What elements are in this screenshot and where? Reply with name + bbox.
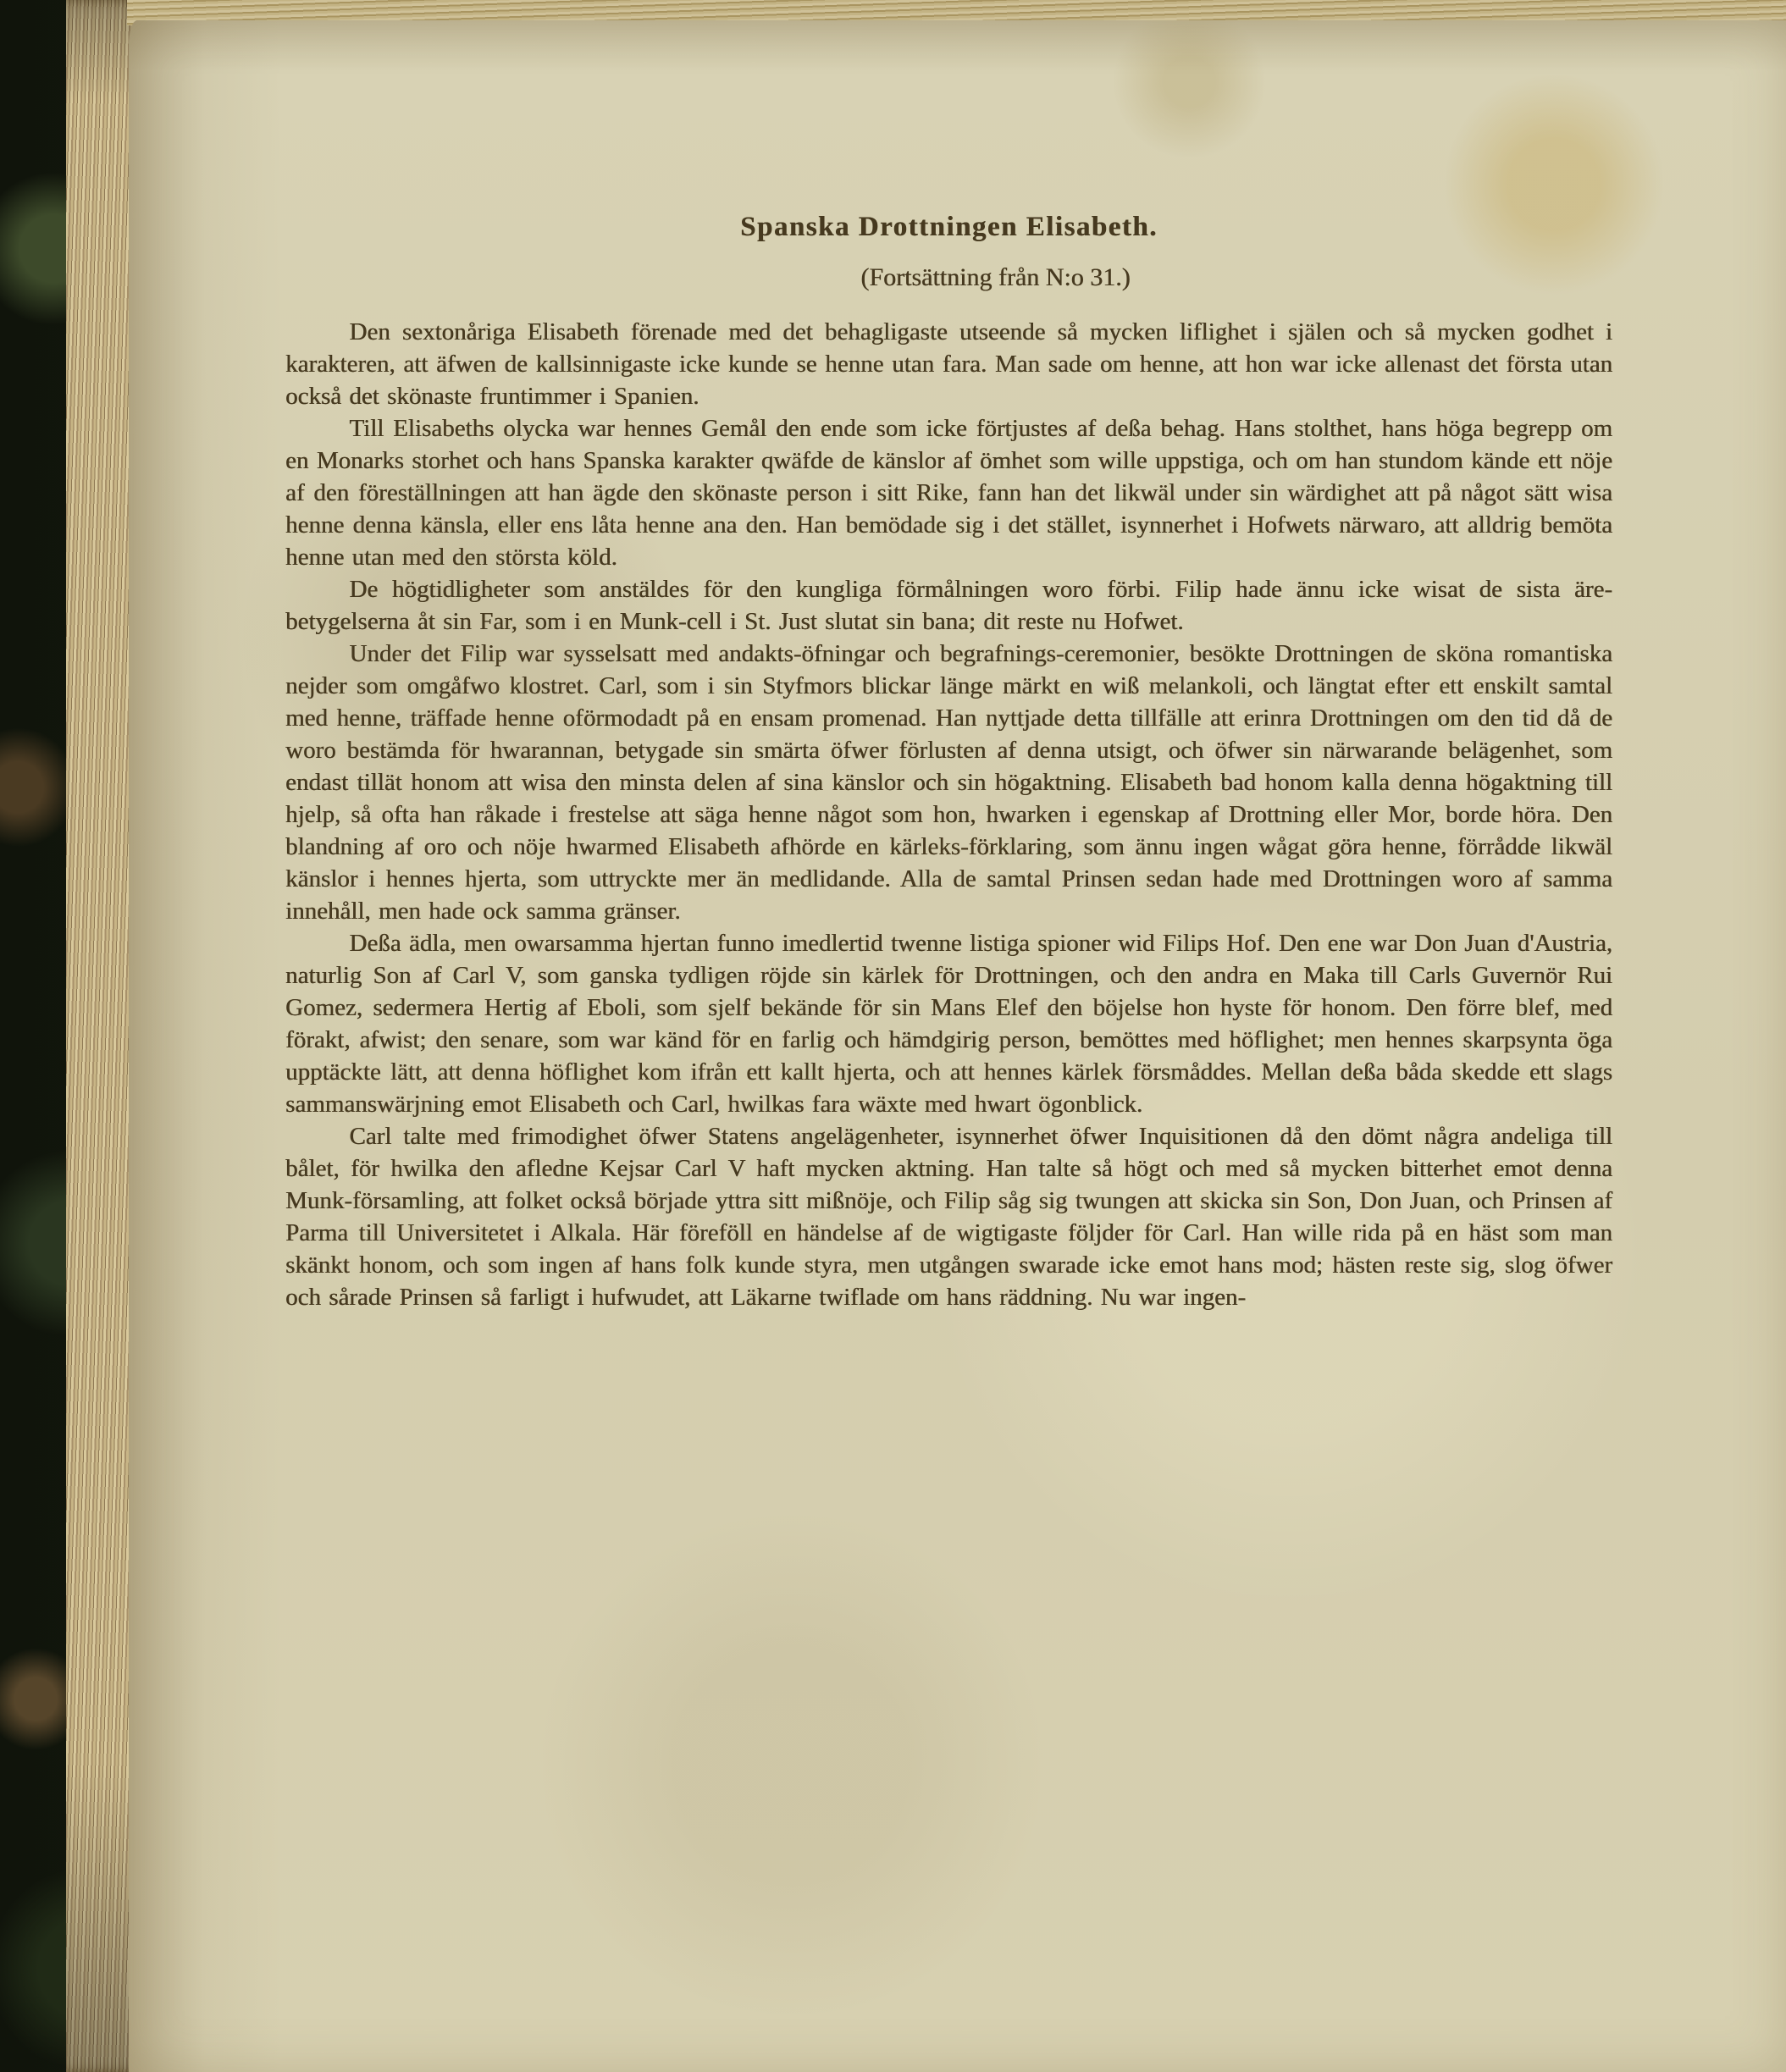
page-text-column — [285, 211, 1612, 1313]
body-paragraph: Under det Filip war sysselsatt med andakts-öfningar och begrafnings-ceremonier, besökte Drottningen de sköna romantiska nejder som omgåfwo klostret. Carl, som i sin Styfmors blickar länge märkt en wiß melankoli, och längtat efter ett enskilt samtal med henne, träffade henne oförmodadt på en ensam promenad. Han nyttjade detta tillfälle att erinra Drottningen om den tid då de woro bestämda för hwarannan, betygade sin smärta öfwer förlusten af denna utsigt, och öfwer sin närwarande belägenhet, som endast tillät honom att wisa den minsta delen af sina känslor och sin högaktning. Elisabeth bad honom kalla denna högaktning till hjelp, så ofta han råkade i frestelse att säga henne något som hon, hwarken i egenskap af Drottning eller Mor, borde höra. Den blandning af oro och nöje hwarmed Elisabeth afhörde en kärleks-förklaring, som ännu ingen wågat göra henne, förrådde likwäl känslor i hennes hjerta, som uttryckte mer än medlidande. Alla de samtal Prinsen sedan hade med Drottningen woro af samma innehåll, men hade ock samma gränser. — [285, 640, 1612, 925]
book-page — [129, 20, 1786, 2072]
body-paragraph: De högtidligheter som anstäldes för den kungliga förmålningen woro förbi. Filip hade ännu icke wisat de sista äre-betygelserna åt sin Far, som i en Munk-cell i St. Just slutat sin bana; dit reste nu Hofwet. — [285, 576, 1612, 635]
body-paragraph: Deßa ädla, men owarsamma hjertan funno imedlertid twenne listiga spioner wid Filips Hof. Den ene war Don Juan d'Austria, naturlig Son af Carl V, som ganska tydligen röjde sin kärlek för Drottningen, och den andra en Maka till Carls Guvernör Rui Gomez, sedermera Hertig af Eboli, som sjelf bekände för sin Mans Elef den böjelse hon hyste för honom. Den förre blef, med förakt, afwist; den senare, som war känd för en farlig och hämdgirig person, bemöttes med höflighet; men hennes skarpsynta öga upptäckte lätt, att denna höflighet kom ifrån ett kallt hjerta, och att hennes kärlek försmåddes. Mellan deßa båda skedde ett slags sammanswärjning emot Elisabeth och Carl, hwilkas fara wäxte med hwart ögonblick. — [285, 930, 1612, 1118]
article-continuation-note: (Fortsättning från N:o 31.) — [860, 263, 1131, 291]
body-paragraph: Till Elisabeths olycka war hennes Gemål den ende som icke förtjustes af deßa behag. Hans stolthet, hans höga begrepp om en Monarks storhet och hans Spanska karakter qwäfde de känslor af ömhet som wille uppstiga, och om han stundom kände ett nöje af den föreställningen att han ägde den skönaste person i sitt Rike, fann han det likwäl under sin wärdighet att på något sätt wisa henne denna känsla, eller ens låta henne ana den. Han bemödade sig i det stället, isynnerhet i Hofwets närwaro, att alldrig bemöta henne utan med den största köld. — [285, 415, 1612, 571]
body-paragraph: Den sextonåriga Elisabeth förenade med det behagligaste utseende så mycken liflighet i själen och så mycken godhet i karakteren, att äfwen de kallsinnigaste icke kunde se henne utan fara. Man sade om henne, att hon war icke allenast det första utan också det skönaste fruntimmer i Spanien. — [285, 318, 1612, 410]
article-title: Spanska Drottningen Elisabeth. — [740, 212, 1158, 242]
body-paragraph: Carl talte med frimodighet öfwer Statens angelägenheter, isynnerhet öfwer Inquisitionen då den dömt några andeliga till bålet, för hwilka den afledne Kejsar Carl V haft mycken aktning. Han talte så högt och med så mycken bitterhet emot denna Munk-församling, att folket också började yttra sitt mißnöje, och Filip såg sig twungen att skicka sin Son, Don Juan, och Prinsen af Parma till Universitetet i Alkala. Här föreföll en händelse af de wigtigaste följder för Carl. Han wille rida på en häst som man skänkt honom, och som ingen af hans folk kunde styra, men utgången swarade icke emot hans mod; hästen reste sig, slog öfwer och sårade Prinsen så farligt i hufwudet, att Läkarne twiflade om hans räddning. Nu war ingen- — [285, 1123, 1612, 1311]
